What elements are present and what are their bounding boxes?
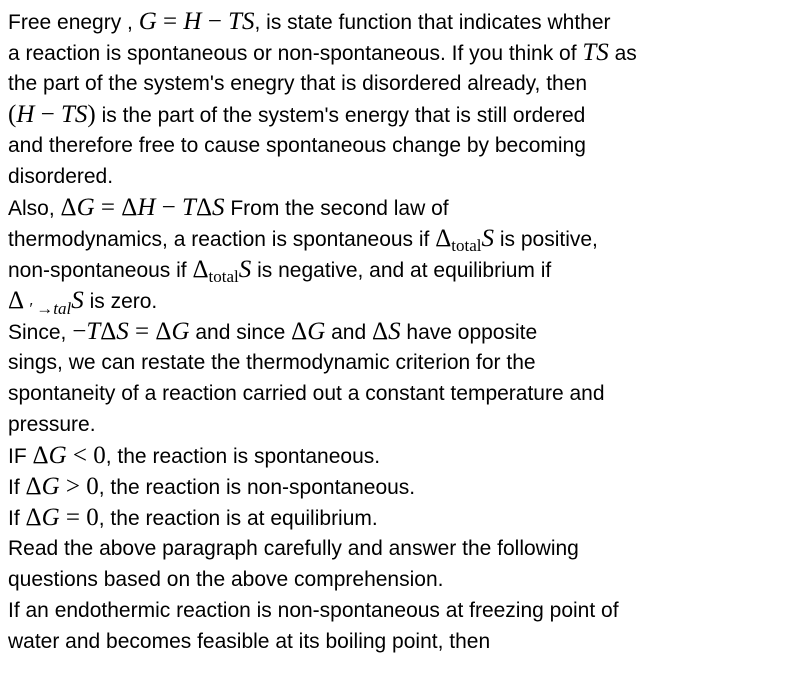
text-segment: the part of the system's enegry that is disordered already, then bbox=[8, 72, 588, 95]
text-line bbox=[8, 99, 798, 130]
text-line bbox=[8, 533, 798, 564]
text-line bbox=[8, 378, 798, 409]
text-line bbox=[8, 595, 798, 626]
math-segment: G bbox=[307, 318, 326, 345]
math-segment: total bbox=[451, 236, 482, 255]
text-segment: If an endothermic reaction is non-spontaneous at freezing point of bbox=[8, 599, 619, 622]
text-segment: a reaction is spontaneous or non-spontaneous. If you think of bbox=[8, 42, 583, 65]
math-segment: Δ bbox=[8, 287, 25, 314]
text-segment: pressure. bbox=[8, 413, 96, 436]
text-segment: If bbox=[8, 507, 26, 530]
math-segment: Δ bbox=[25, 473, 42, 500]
math-segment: − bbox=[72, 318, 87, 345]
text-segment: disordered. bbox=[8, 165, 114, 188]
text-segment: is negative, and at equilibrium if bbox=[251, 259, 552, 282]
math-segment: = Δ bbox=[128, 318, 172, 345]
math-segment: = Δ bbox=[94, 194, 138, 221]
text-segment: sings, we can restate the thermodynamic criterion for the bbox=[8, 351, 536, 374]
math-segment: = 0 bbox=[59, 504, 99, 531]
text-line bbox=[8, 471, 798, 502]
text-segment: IF bbox=[8, 445, 33, 468]
text-line bbox=[8, 502, 798, 533]
math-segment: − bbox=[155, 194, 183, 221]
text-line bbox=[8, 192, 798, 223]
text-line bbox=[8, 440, 798, 471]
text-line bbox=[8, 347, 798, 378]
math-segment: TS bbox=[582, 39, 609, 66]
text-line bbox=[8, 409, 798, 440]
math-segment: Δ bbox=[195, 194, 213, 221]
text-segment: and therefore free to cause spontaneous change by becoming bbox=[8, 134, 586, 157]
math-segment: > 0 bbox=[59, 473, 99, 500]
math-segment: − bbox=[34, 101, 61, 128]
math-segment: Δ bbox=[291, 318, 308, 345]
math-segment: Δ bbox=[60, 194, 77, 221]
math-segment: G bbox=[41, 473, 60, 500]
math-segment: S bbox=[71, 287, 84, 314]
text-segment: is positive, bbox=[494, 228, 598, 251]
math-segment: G bbox=[41, 504, 60, 531]
text-segment: spontaneity of a reaction carried out a constant temperature and bbox=[8, 382, 605, 405]
text-segment: have opposite bbox=[400, 321, 538, 344]
text-line bbox=[8, 130, 798, 161]
math-segment: S bbox=[481, 225, 495, 252]
text-segment: is the part of the system's energy that is still ordered bbox=[95, 104, 586, 127]
math-segment: T bbox=[86, 318, 101, 345]
text-segment: and bbox=[325, 321, 372, 344]
text-line bbox=[8, 254, 798, 285]
math-segment: H bbox=[183, 8, 202, 35]
text-segment: , the reaction is spontaneous. bbox=[105, 445, 381, 468]
math-segment: H bbox=[137, 194, 156, 221]
math-segment: G bbox=[76, 194, 95, 221]
math-segment: Δ bbox=[435, 225, 452, 252]
math-segment: H bbox=[16, 101, 35, 128]
text-segment: Free enegry , bbox=[8, 11, 139, 34]
math-segment: ) bbox=[87, 101, 96, 128]
math-segment: TS bbox=[228, 8, 255, 35]
math-segment: Δ bbox=[32, 442, 49, 469]
math-segment: = bbox=[156, 8, 184, 35]
text-line bbox=[8, 564, 798, 595]
text-segment: and since bbox=[189, 321, 292, 344]
math-segment: G bbox=[171, 318, 190, 345]
math-segment: Δ bbox=[192, 256, 209, 283]
text-segment: From the second law of bbox=[224, 197, 449, 220]
text-line bbox=[8, 316, 798, 347]
text-segment: as bbox=[608, 42, 637, 65]
math-segment: T bbox=[182, 194, 196, 221]
text-segment: , the reaction is non-spontaneous. bbox=[98, 476, 416, 499]
text-segment: non-spontaneous if bbox=[8, 259, 193, 282]
text-line bbox=[8, 6, 798, 37]
text-line bbox=[8, 68, 798, 99]
text-segment: water and becomes feasible at its boiling point, then bbox=[8, 630, 491, 653]
text-line bbox=[8, 37, 798, 68]
math-segment: G bbox=[48, 442, 67, 469]
question-text bbox=[8, 6, 798, 657]
math-segment: ′ →tal bbox=[24, 299, 72, 318]
text-line bbox=[8, 223, 798, 254]
math-segment: S bbox=[212, 194, 225, 221]
math-segment: Δ bbox=[25, 504, 42, 531]
text-segment: If bbox=[8, 476, 26, 499]
math-segment: S bbox=[238, 256, 252, 283]
text-segment: questions based on the above comprehension. bbox=[8, 568, 444, 591]
math-segment: S bbox=[116, 318, 129, 345]
text-segment: , is state function that indicates whther bbox=[254, 11, 611, 34]
math-segment: < 0 bbox=[66, 442, 106, 469]
text-segment: is zero. bbox=[83, 290, 158, 313]
text-segment: Read the above paragraph carefully and answer the following bbox=[8, 537, 579, 560]
math-segment: − bbox=[201, 8, 229, 35]
math-segment: Δ bbox=[100, 318, 117, 345]
text-segment: thermodynamics, a reaction is spontaneous if bbox=[8, 228, 436, 251]
text-segment: Also, bbox=[8, 197, 61, 220]
math-segment: G bbox=[138, 8, 157, 35]
text-line bbox=[8, 285, 798, 316]
math-segment: ( bbox=[8, 101, 17, 128]
math-segment: Δ bbox=[371, 318, 389, 345]
text-segment: , the reaction is at equilibrium. bbox=[98, 507, 378, 530]
math-segment: TS bbox=[61, 101, 88, 128]
text-line bbox=[8, 161, 798, 192]
math-segment: S bbox=[388, 318, 401, 345]
math-segment: total bbox=[208, 267, 239, 286]
text-line bbox=[8, 626, 798, 657]
text-segment: Since, bbox=[8, 321, 73, 344]
